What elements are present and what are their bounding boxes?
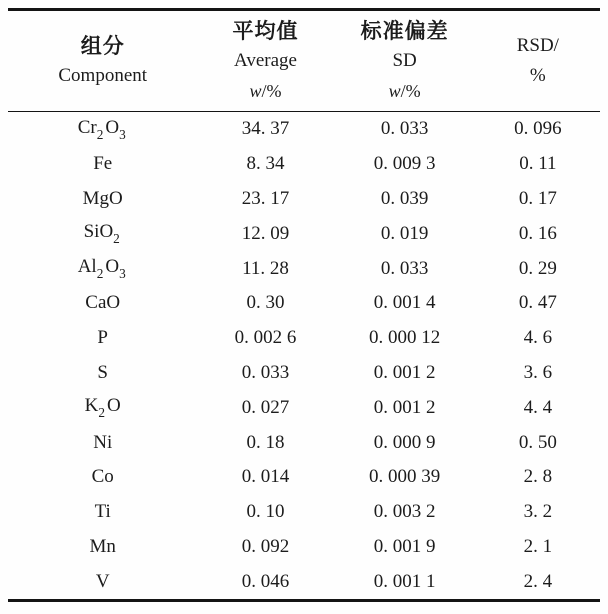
rsd-cell: 2. 1 <box>523 535 553 557</box>
component-cell: $Al_2$ $O_3$ <box>77 256 126 281</box>
component-cell: $K_2$ O <box>84 395 121 421</box>
header-sd-en: SD <box>392 50 417 71</box>
sd-cell: 0. 019 <box>380 222 429 244</box>
average-cell: 23. 17 <box>241 187 290 209</box>
sd-cell: 0. 001 1 <box>373 570 436 592</box>
component-cell: Mn <box>89 535 116 557</box>
average-cell: 0. 092 <box>241 535 290 557</box>
table-row <box>8 216 600 251</box>
table-row <box>8 251 600 286</box>
table-row <box>8 112 600 147</box>
sd-cell: 0. 009 3 <box>373 153 436 175</box>
table-body <box>8 112 600 601</box>
sd-cell: 0. 003 2 <box>373 501 436 523</box>
table-row <box>8 425 600 460</box>
average-cell: 0. 30 <box>246 292 285 314</box>
sd-cell: 0. 000 12 <box>369 327 441 349</box>
table-row <box>8 182 600 217</box>
component-cell: CaO <box>85 292 121 314</box>
table-row <box>8 460 600 495</box>
sd-cell: 0. 001 2 <box>373 361 436 383</box>
table-header <box>8 10 600 112</box>
average-cell: 12. 09 <box>241 222 290 244</box>
sd-cell: 0. 039 <box>380 187 429 209</box>
average-cell: 8. 34 <box>246 153 285 175</box>
average-cell: 0. 10 <box>246 501 285 523</box>
header-component-en: Component <box>58 65 148 86</box>
header-average-zh: 平均值 <box>232 19 299 43</box>
table-row <box>8 356 600 391</box>
header-rsd <box>476 10 600 112</box>
rsd-cell: 0. 47 <box>518 292 557 314</box>
component-cell: Co <box>91 466 114 488</box>
rsd-cell: 0. 16 <box>518 222 557 244</box>
rsd-cell: 0. 11 <box>519 153 557 175</box>
rsd-cell: 4. 6 <box>523 327 553 349</box>
sd-cell: 0. 033 <box>380 118 429 140</box>
sd-cell: 0. 000 9 <box>373 431 436 453</box>
sd-cell: 0. 001 9 <box>373 535 436 557</box>
header-sd-zh: 标准偏差 <box>360 19 449 43</box>
component-cell: $Cr_2$ $O_3$ <box>77 117 126 142</box>
header-rsd-line1: RSD/ <box>516 35 559 56</box>
header-sd-unit: w/% <box>388 81 421 101</box>
rsd-cell: 0. 29 <box>518 257 557 279</box>
sd-cell: 0. 033 <box>380 257 429 279</box>
component-cell: P <box>97 327 108 349</box>
rsd-cell: 2. 8 <box>523 466 553 488</box>
component-cell: SiO$_2$ <box>83 221 120 247</box>
header-sd <box>334 10 476 112</box>
sd-cell: 0. 000 39 <box>369 466 441 488</box>
average-cell: 0. 014 <box>241 466 290 488</box>
average-cell: 34. 37 <box>241 118 290 140</box>
table-row <box>8 564 600 600</box>
rsd-cell: 0. 17 <box>518 187 557 209</box>
component-cell: Ti <box>94 501 111 523</box>
component-analysis-table <box>8 8 600 602</box>
rsd-cell: 0. 096 <box>514 118 562 140</box>
table-row <box>8 530 600 565</box>
rsd-cell: 0. 50 <box>518 431 557 453</box>
table-row <box>8 495 600 530</box>
header-component-zh: 组分 <box>80 34 125 58</box>
average-cell: 0. 027 <box>241 396 290 418</box>
rsd-cell: 3. 2 <box>523 501 553 523</box>
table-row <box>8 147 600 182</box>
header-rsd-line2: % <box>529 65 546 86</box>
table-row <box>8 321 600 356</box>
sd-cell: 0. 001 2 <box>373 396 436 418</box>
header-component <box>8 10 197 112</box>
average-cell: 0. 002 6 <box>234 327 297 349</box>
header-row <box>8 10 600 112</box>
average-cell: 0. 046 <box>241 570 290 592</box>
table-row <box>8 390 600 425</box>
table-row <box>8 286 600 321</box>
rsd-cell: 4. 4 <box>523 396 553 418</box>
component-cell: Ni <box>93 431 113 453</box>
header-average <box>197 10 333 112</box>
component-cell: V <box>95 570 110 592</box>
component-cell: MgO <box>82 187 123 209</box>
average-cell: 11. 28 <box>242 257 289 279</box>
sd-cell: 0. 001 4 <box>373 292 436 314</box>
header-average-unit: w/% <box>249 81 282 101</box>
rsd-cell: 2. 4 <box>523 570 553 592</box>
header-average-en: Average <box>234 50 297 71</box>
component-cell: S <box>97 361 108 383</box>
average-cell: 0. 18 <box>246 431 285 453</box>
average-cell: 0. 033 <box>241 361 290 383</box>
rsd-cell: 3. 6 <box>523 361 553 383</box>
component-analysis-table-wrap <box>8 8 600 602</box>
component-cell: Fe <box>93 153 113 175</box>
